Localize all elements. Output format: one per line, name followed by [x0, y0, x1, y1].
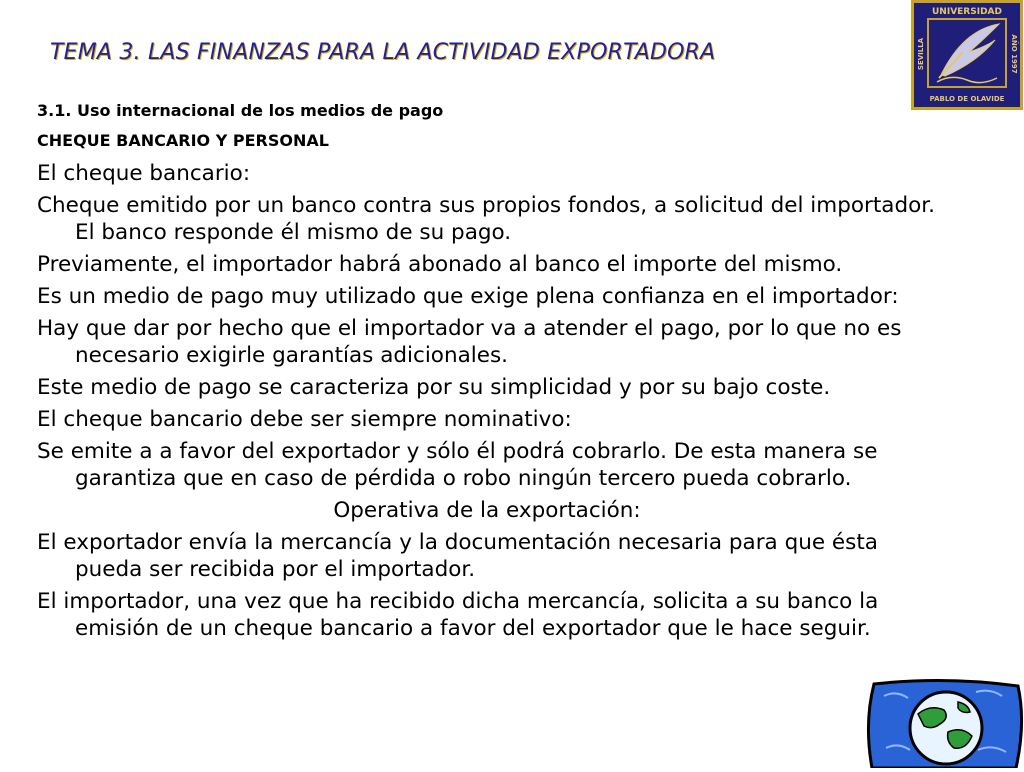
paragraph-heading: Operativa de la exportación: [333, 498, 641, 523]
paragraph: Es un medio de pago muy utilizado que exige plena confianza en el importador: [37, 284, 899, 309]
svg-text:PABLO DE OLAVIDE: PABLO DE OLAVIDE [929, 95, 1005, 103]
paragraph: Se emite a a favor del exportador y sólo él podrá cobrarlo. De esta manera se garantiza que en caso de pérdida o robo ningún tercero pueda cobrarlo. [37, 439, 878, 491]
paragraph: El cheque bancario: [37, 161, 251, 186]
paragraph: El exportador envía la mercancía y la documentación necesaria para que ésta pueda ser recibida por el importador. [37, 530, 878, 582]
paragraph: Cheque emitido por un banco contra sus propios fondos, a solicitud del importador. El banco responde él mismo de su pago. [37, 193, 935, 245]
section-subtitle: CHEQUE BANCARIO Y PERSONAL [37, 131, 329, 150]
paragraph: Previamente, el importador habrá abonado al banco el importe del mismo. [37, 252, 843, 277]
university-seal-icon [911, 0, 1023, 110]
paragraph: El importador, una vez que ha recibido dicha mercancía, solicita a su banco la emisión de un cheque bancario a favor del exportador que le hace seguir. [37, 589, 879, 641]
paragraph: Este medio de pago se caracteriza por su simplicidad y por su bajo coste. [37, 375, 831, 400]
globe-icon [866, 678, 1024, 768]
paragraph: El cheque bancario debe ser siempre nominativo: [37, 407, 572, 432]
svg-text:AÑO 1997: AÑO 1997 [1010, 34, 1018, 74]
slide-body [37, 160, 937, 647]
svg-text:UNIVERSIDAD: UNIVERSIDAD [932, 7, 1002, 17]
section-title: 3.1. Uso internacional de los medios de pago [37, 101, 444, 120]
paragraph: Hay que dar por hecho que el importador va a atender el pago, por lo que no es necesario exigirle garantías adicionales. [37, 316, 902, 368]
svg-text:SEVILLA: SEVILLA [917, 37, 925, 71]
page-title: TEMA 3. LAS FINANZAS PARA LA ACTIVIDAD EXPORTADORA [50, 40, 716, 65]
